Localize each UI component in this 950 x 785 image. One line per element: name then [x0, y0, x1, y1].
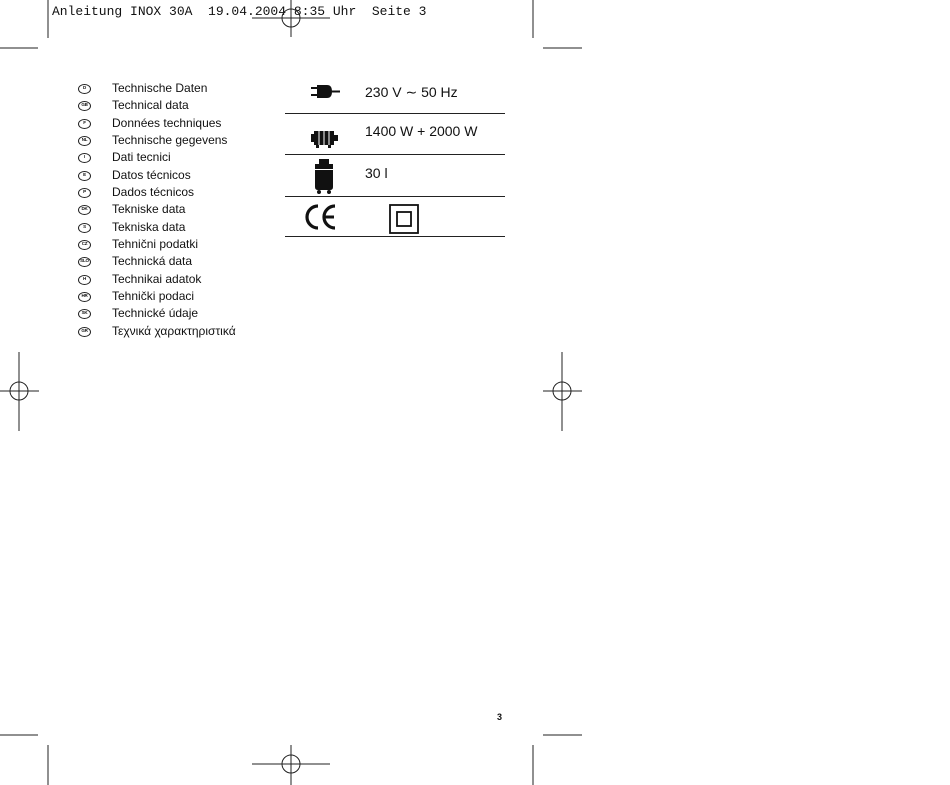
capacity-value: 30 l: [365, 165, 388, 181]
plug-icon: [311, 84, 341, 100]
country-code-badge: D: [78, 84, 91, 94]
language-label: Technická data: [112, 254, 193, 268]
list-item: [78, 253, 193, 270]
country-code-badge: H: [78, 275, 91, 285]
country-code-badge: E: [78, 171, 91, 181]
divider: [285, 196, 505, 197]
country-code-badge: P: [78, 188, 91, 198]
country-code-badge: F: [78, 119, 91, 129]
language-label: Technikai adatok: [112, 272, 202, 286]
page-number: 3: [497, 712, 503, 722]
container-icon: [313, 159, 335, 195]
language-label: Technical data: [112, 98, 189, 112]
country-code-badge: SK: [78, 309, 91, 319]
divider: [285, 113, 505, 114]
motor-icon: [311, 128, 339, 148]
country-code-badge: DK: [78, 205, 91, 215]
country-code-badge: GR: [78, 327, 91, 337]
country-code-badge: NL: [78, 136, 91, 146]
list-item: [78, 97, 189, 114]
list-item: [78, 305, 199, 322]
list-item: [78, 201, 186, 218]
language-label: Tekniske data: [112, 202, 186, 216]
list-item: [78, 115, 222, 132]
country-code-badge: GB: [78, 101, 91, 111]
voltage-value: 230 V ∼ 50 Hz: [365, 84, 458, 100]
list-item: [78, 184, 195, 201]
list-item: [78, 271, 202, 288]
class-ii-insulation-icon: [389, 204, 419, 234]
language-label: Datos técnicos: [112, 168, 191, 182]
language-label: Tehnični podatki: [112, 237, 199, 251]
language-label: Dati tecnici: [112, 150, 171, 164]
language-label: Τεχνικά χαρακτηριστικά: [112, 324, 236, 338]
divider: [285, 236, 505, 237]
country-code-badge: HR: [78, 292, 91, 302]
power-value: 1400 W + 2000 W: [365, 123, 478, 139]
language-label: Technische gegevens: [112, 133, 228, 147]
language-label: Technische Daten: [112, 81, 208, 95]
language-label: Tehnički podaci: [112, 289, 195, 303]
language-label: Dados técnicos: [112, 185, 195, 199]
list-item: [78, 219, 186, 236]
language-label: Technické údaje: [112, 306, 199, 320]
list-item: [78, 167, 191, 184]
ce-mark-icon: [304, 203, 338, 231]
divider: [285, 154, 505, 155]
country-code-badge: CZ: [78, 240, 91, 250]
country-code-badge: I: [78, 153, 91, 163]
print-header: Anleitung INOX 30A 19.04.2004 8:35 Uhr Seite 3: [52, 4, 427, 19]
language-label: Données techniques: [112, 116, 222, 130]
list-item: [78, 288, 195, 305]
country-code-badge: SLO: [78, 257, 91, 267]
list-item: [78, 132, 228, 149]
list-item: [78, 236, 199, 253]
list-item: [78, 323, 236, 340]
language-label: Tekniska data: [112, 220, 186, 234]
list-item: [78, 80, 208, 97]
country-code-badge: S: [78, 223, 91, 233]
list-item: [78, 149, 171, 166]
